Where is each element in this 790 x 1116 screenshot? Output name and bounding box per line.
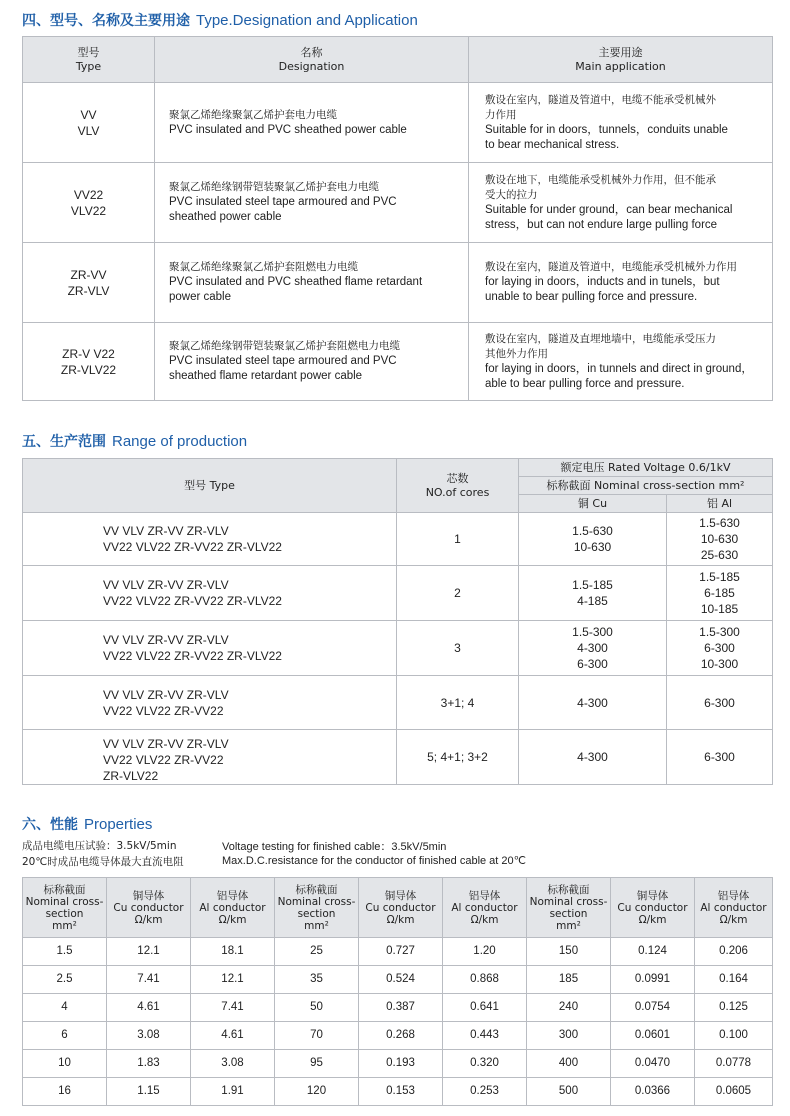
table-cell: 4.61 bbox=[107, 994, 191, 1022]
header-unit: Ω/km bbox=[470, 913, 499, 926]
table-cell: 12.1 bbox=[191, 966, 275, 994]
range-value: 4-300 bbox=[577, 641, 608, 655]
desig-en: sheathed flame retardant power cable bbox=[169, 370, 363, 382]
model-line: VV VLV ZR-VV ZR-VLV bbox=[103, 687, 229, 702]
type-cell bbox=[23, 243, 155, 323]
table-cell: 70 bbox=[275, 1022, 359, 1050]
cu-cell bbox=[519, 730, 667, 785]
header-desig-en: Designation bbox=[278, 59, 345, 73]
table-cell: 500 bbox=[527, 1078, 611, 1106]
table-cell: 7.41 bbox=[191, 994, 275, 1022]
range-value: 6-300 bbox=[704, 695, 735, 710]
table-cell: 400 bbox=[527, 1050, 611, 1078]
header-al-en: Al conductor bbox=[199, 901, 266, 914]
table-cell: 0.253 bbox=[443, 1078, 527, 1106]
range-value: 25-630 bbox=[700, 548, 739, 562]
table-cell: 18.1 bbox=[191, 938, 275, 966]
range-value: 1.5-630 bbox=[572, 524, 613, 538]
section5-title bbox=[22, 431, 247, 451]
header-sec-zh: 标称截面 bbox=[547, 883, 590, 896]
table-cell: 2.5 bbox=[23, 966, 107, 994]
header-cu-conductor bbox=[107, 878, 191, 938]
header-unit: Ω/km bbox=[719, 913, 748, 926]
designation-table bbox=[22, 36, 773, 401]
cores-cell: 3+1; 4 bbox=[397, 676, 519, 730]
header-cores bbox=[397, 459, 519, 513]
voltage-test-en: Voltage testing for finished cable：3.5kV/5min bbox=[222, 841, 447, 853]
table-cell: 0.320 bbox=[443, 1050, 527, 1078]
table-row bbox=[23, 621, 773, 676]
header-al-zh: 铝导体 bbox=[468, 889, 501, 902]
model-line: VV22 VLV22 ZR-VV22 bbox=[103, 703, 224, 718]
table-cell: 150 bbox=[527, 938, 611, 966]
table-cell: 120 bbox=[275, 1078, 359, 1106]
section4-title-en: Type.Designation and Application bbox=[196, 12, 418, 29]
type-cell bbox=[23, 163, 155, 243]
table-cell: 1.5 bbox=[23, 938, 107, 966]
header-al-conductor bbox=[191, 878, 275, 938]
app-en: to bear mechanical stress. bbox=[485, 138, 620, 151]
resistance-en: Max.D.C.resistance for the conductor of finished cable at 20℃ bbox=[222, 855, 527, 867]
table-cell: 0.193 bbox=[359, 1050, 443, 1078]
designation-cell bbox=[155, 83, 469, 163]
table-cell: 0.0470 bbox=[611, 1050, 695, 1078]
al-cell bbox=[667, 730, 773, 785]
cores-cell: 2 bbox=[397, 566, 519, 621]
header-application bbox=[469, 37, 773, 83]
range-value: 1.5-185 bbox=[699, 570, 740, 584]
table-cell: 16 bbox=[23, 1078, 107, 1106]
type-line: ZR-VLV22 bbox=[60, 362, 117, 377]
table-cell: 95 bbox=[275, 1050, 359, 1078]
table-row bbox=[23, 1050, 773, 1078]
app-zh: 敷设在地下，电缆能承受机械外力作用，但不能承 bbox=[485, 173, 716, 186]
model-line: VV22 VLV22 ZR-VV22 ZR-VLV22 bbox=[103, 594, 282, 608]
app-zh: 敷设在室内，隧道及管道中，电缆不能承受机械外 bbox=[485, 93, 716, 106]
designation-header-row bbox=[23, 37, 773, 83]
app-en: Suitable for under ground，can bear mechanical bbox=[485, 203, 733, 216]
table-cell: 25 bbox=[275, 938, 359, 966]
desig-zh: 聚氯乙烯绝缘聚氯乙烯护套阻燃电力电缆 bbox=[169, 261, 358, 273]
header-cu-zh: 铜导体 bbox=[636, 889, 669, 902]
voltage-test-line bbox=[22, 838, 447, 853]
table-cell: 1.83 bbox=[107, 1050, 191, 1078]
table-cell: 4.61 bbox=[191, 1022, 275, 1050]
header-app-zh: 主要用途 bbox=[598, 45, 643, 59]
table-cell: 0.268 bbox=[359, 1022, 443, 1050]
table-cell: 7.41 bbox=[107, 966, 191, 994]
range-value: 1.5-185 bbox=[572, 578, 613, 592]
header-voltage: 额定电压 Rated Voltage 0.6/1kV bbox=[519, 459, 773, 477]
table-row bbox=[23, 676, 773, 730]
header-al: 铝 Al bbox=[667, 495, 773, 513]
type-line: ZR-VV bbox=[70, 267, 107, 282]
desig-en: PVC insulated steel tape armoured and PVC bbox=[169, 355, 397, 367]
app-en: able to bear pulling force and pressure. bbox=[485, 377, 685, 390]
range-value: 6-185 bbox=[704, 586, 735, 600]
header-type bbox=[23, 37, 155, 83]
table-cell: 1.15 bbox=[107, 1078, 191, 1106]
range-value: 1.5-300 bbox=[699, 625, 740, 639]
header-sec-en: section bbox=[45, 907, 84, 920]
table-cell: 0.0366 bbox=[611, 1078, 695, 1106]
table-row bbox=[23, 163, 773, 243]
table-cell: 300 bbox=[527, 1022, 611, 1050]
section6-title-en: Properties bbox=[84, 816, 153, 833]
table-cell: 240 bbox=[527, 994, 611, 1022]
header-sec-en: section bbox=[549, 907, 588, 920]
header-cu-conductor bbox=[611, 878, 695, 938]
table-row bbox=[23, 243, 773, 323]
model-line: VV VLV ZR-VV ZR-VLV bbox=[103, 524, 229, 538]
app-zh: 敷设在室内，隧道及管道中，电缆能承受机械外力作用 bbox=[485, 261, 737, 273]
cores-cell: 5; 4+1; 3+2 bbox=[397, 730, 519, 785]
range-value: 10-630 bbox=[700, 532, 739, 546]
table-cell: 4 bbox=[23, 994, 107, 1022]
header-nominal-section: 标称截面 Nominal cross-section mm² bbox=[519, 477, 773, 495]
app-zh: 其他外力作用 bbox=[485, 347, 548, 360]
table-cell: 35 bbox=[275, 966, 359, 994]
properties-header-row bbox=[23, 878, 773, 938]
designation-cell bbox=[155, 243, 469, 323]
header-unit: Ω/km bbox=[134, 913, 163, 926]
table-row bbox=[23, 83, 773, 163]
models-cell bbox=[23, 621, 397, 676]
range-value: 10-630 bbox=[573, 540, 612, 554]
header-sec-en: Nominal cross- bbox=[25, 895, 104, 908]
header-sec-unit: mm² bbox=[304, 919, 329, 932]
table-cell: 0.153 bbox=[359, 1078, 443, 1106]
range-value: 10-185 bbox=[700, 602, 739, 616]
header-range-type: 型号 Type bbox=[23, 459, 397, 513]
table-cell: 12.1 bbox=[107, 938, 191, 966]
model-line: VV22 VLV22 ZR-VV22 bbox=[103, 753, 224, 767]
table-cell: 0.0601 bbox=[611, 1022, 695, 1050]
app-en: for laying in doors，inducts and in tunels，but bbox=[485, 276, 720, 288]
table-cell: 0.124 bbox=[611, 938, 695, 966]
app-zh: 敷设在室内，隧道及直埋地墙中，电缆能承受压力 bbox=[485, 332, 716, 345]
header-section bbox=[527, 878, 611, 938]
app-en: unable to bear pulling force and pressure. bbox=[485, 291, 698, 303]
table-cell: 1.20 bbox=[443, 938, 527, 966]
application-cell bbox=[469, 83, 773, 163]
range-value: 1.5-630 bbox=[699, 516, 740, 530]
table-cell: 10 bbox=[23, 1050, 107, 1078]
header-sec-zh: 标称截面 bbox=[295, 883, 338, 896]
table-cell: 0.164 bbox=[695, 966, 773, 994]
table-cell: 0.641 bbox=[443, 994, 527, 1022]
header-unit: Ω/km bbox=[386, 913, 415, 926]
table-cell: 0.0754 bbox=[611, 994, 695, 1022]
desig-en: PVC insulated and PVC sheathed flame retardant bbox=[169, 276, 423, 288]
header-desig-zh: 名称 bbox=[300, 45, 323, 59]
header-al-zh: 铝导体 bbox=[216, 889, 249, 902]
header-sec-en: section bbox=[297, 907, 336, 920]
model-line: VV22 VLV22 ZR-VV22 ZR-VLV22 bbox=[103, 540, 282, 554]
table-cell: 0.443 bbox=[443, 1022, 527, 1050]
table-cell: 0.0778 bbox=[695, 1050, 773, 1078]
cu-cell bbox=[519, 621, 667, 676]
type-line: ZR-VLV bbox=[67, 283, 110, 298]
header-al-en: Al conductor bbox=[451, 901, 518, 914]
models-cell bbox=[23, 513, 397, 566]
table-row bbox=[23, 994, 773, 1022]
header-type-zh: 型号 bbox=[77, 45, 100, 59]
header-cu: 铜 Cu bbox=[519, 495, 667, 513]
range-value: 4-300 bbox=[577, 695, 608, 710]
model-line: VV VLV ZR-VV ZR-VLV bbox=[103, 737, 229, 751]
header-cu-en: Cu conductor bbox=[365, 901, 436, 914]
models-cell bbox=[23, 566, 397, 621]
voltage-test-zh: 成品电缆电压试验：3.5kV/5min bbox=[22, 840, 177, 852]
application-cell bbox=[469, 163, 773, 243]
al-cell bbox=[667, 676, 773, 730]
header-al-conductor bbox=[443, 878, 527, 938]
desig-en: PVC insulated and PVC sheathed power cable bbox=[169, 123, 407, 136]
al-cell bbox=[667, 513, 773, 566]
header-cu-en: Cu conductor bbox=[617, 901, 688, 914]
model-line: VV22 VLV22 ZR-VV22 ZR-VLV22 bbox=[103, 649, 282, 663]
application-cell bbox=[469, 323, 773, 401]
section4-title-zh: 四、型号、名称及主要用途 bbox=[22, 13, 190, 29]
range-value: 4-300 bbox=[577, 750, 608, 764]
header-sec-zh: 标称截面 bbox=[43, 883, 86, 896]
model-line: ZR-VLV22 bbox=[103, 769, 159, 783]
header-al-zh: 铝导体 bbox=[717, 889, 750, 902]
table-cell: 0.524 bbox=[359, 966, 443, 994]
header-al-conductor bbox=[695, 878, 773, 938]
table-cell: 3.08 bbox=[191, 1050, 275, 1078]
cu-cell bbox=[519, 676, 667, 730]
desig-en: PVC insulated steel tape armoured and PVC bbox=[169, 196, 397, 208]
header-unit: Ω/km bbox=[218, 913, 247, 926]
section4-title bbox=[22, 10, 418, 30]
header-sec-unit: mm² bbox=[556, 919, 581, 932]
type-line: ZR-V V22 bbox=[62, 346, 115, 361]
table-row bbox=[23, 566, 773, 621]
range-value: 6-300 bbox=[704, 750, 735, 764]
header-sec-en: Nominal cross- bbox=[277, 895, 356, 908]
app-zh: 力作用 bbox=[485, 108, 517, 121]
app-en: Suitable for in doors，tunnels，conduits unable bbox=[485, 123, 728, 136]
type-line: VLV bbox=[77, 123, 100, 138]
desig-en: power cable bbox=[169, 291, 232, 303]
table-row bbox=[23, 323, 773, 401]
al-cell bbox=[667, 621, 773, 676]
model-line: VV VLV ZR-VV ZR-VLV bbox=[103, 578, 229, 592]
table-cell: 0.387 bbox=[359, 994, 443, 1022]
section5-title-zh: 五、生产范围 bbox=[22, 434, 106, 450]
models-cell bbox=[23, 730, 397, 785]
table-cell: 0.868 bbox=[443, 966, 527, 994]
header-sec-en: Nominal cross- bbox=[529, 895, 608, 908]
cores-cell: 1 bbox=[397, 513, 519, 566]
range-value: 6-300 bbox=[704, 641, 735, 655]
header-section bbox=[23, 878, 107, 938]
header-app-en: Main application bbox=[575, 59, 666, 73]
application-cell bbox=[469, 243, 773, 323]
header-cu-en: Cu conductor bbox=[113, 901, 184, 914]
table-cell: 0.206 bbox=[695, 938, 773, 966]
table-row bbox=[23, 513, 773, 566]
table-cell: 3.08 bbox=[107, 1022, 191, 1050]
table-cell: 6 bbox=[23, 1022, 107, 1050]
cu-cell bbox=[519, 513, 667, 566]
app-zh: 受大的拉力 bbox=[485, 188, 538, 201]
production-range-table bbox=[22, 458, 773, 785]
type-line: VV22 bbox=[73, 187, 104, 202]
models-cell bbox=[23, 676, 397, 730]
header-cu-zh: 铜导体 bbox=[132, 889, 165, 902]
type-line: VV bbox=[80, 107, 97, 122]
resistance-line bbox=[22, 854, 527, 869]
properties-table bbox=[22, 877, 773, 1106]
header-unit: Ω/km bbox=[638, 913, 667, 926]
cu-cell bbox=[519, 566, 667, 621]
range-value: 6-300 bbox=[577, 657, 608, 671]
cores-cell: 3 bbox=[397, 621, 519, 676]
designation-cell bbox=[155, 323, 469, 401]
table-cell: 0.100 bbox=[695, 1022, 773, 1050]
header-al-en: Al conductor bbox=[700, 901, 767, 914]
header-cu-zh: 铜导体 bbox=[384, 889, 417, 902]
designation-cell bbox=[155, 163, 469, 243]
header-section bbox=[275, 878, 359, 938]
header-designation bbox=[155, 37, 469, 83]
app-en: for laying in doors，in tunnels and direct in ground， bbox=[485, 362, 753, 375]
table-cell: 0.0991 bbox=[611, 966, 695, 994]
range-value: 4-185 bbox=[577, 594, 608, 608]
table-row bbox=[23, 1078, 773, 1106]
desig-zh: 聚氯乙烯绝缘聚氯乙烯护套电力电缆 bbox=[169, 108, 337, 121]
desig-zh: 聚氯乙烯绝缘钢带铠装聚氯乙烯护套电力电缆 bbox=[169, 181, 379, 193]
resistance-zh: 20℃时成品电缆导体最大直流电阻 bbox=[22, 856, 184, 868]
desig-en: sheathed power cable bbox=[169, 211, 282, 223]
table-cell: 50 bbox=[275, 994, 359, 1022]
header-cu-conductor bbox=[359, 878, 443, 938]
range-header-row bbox=[23, 459, 773, 477]
range-value: 10-300 bbox=[700, 657, 739, 671]
model-line: VV VLV ZR-VV ZR-VLV bbox=[103, 633, 229, 647]
section5-title-en: Range of production bbox=[112, 433, 248, 450]
table-cell: 1.91 bbox=[191, 1078, 275, 1106]
table-cell: 0.0605 bbox=[695, 1078, 773, 1106]
table-cell: 185 bbox=[527, 966, 611, 994]
type-cell bbox=[23, 323, 155, 401]
app-en: stress，but can not endure large pulling force bbox=[485, 218, 718, 231]
range-value: 1.5-300 bbox=[572, 625, 613, 639]
table-row bbox=[23, 966, 773, 994]
table-row bbox=[23, 730, 773, 785]
header-sec-unit: mm² bbox=[52, 919, 77, 932]
table-cell: 0.125 bbox=[695, 994, 773, 1022]
type-cell bbox=[23, 83, 155, 163]
section6-title-zh: 六、性能 bbox=[22, 817, 78, 833]
al-cell bbox=[667, 566, 773, 621]
table-row bbox=[23, 938, 773, 966]
header-cores-zh: 芯数 bbox=[446, 471, 469, 485]
desig-zh: 聚氯乙烯绝缘钢带铠装聚氯乙烯护套阻燃电力电缆 bbox=[169, 340, 400, 352]
section6-title bbox=[22, 814, 152, 834]
header-cores-en: NO.of cores bbox=[425, 485, 490, 499]
table-row bbox=[23, 1022, 773, 1050]
properties-body bbox=[23, 938, 773, 1106]
header-type-en: Type bbox=[75, 59, 102, 73]
type-line: VLV22 bbox=[70, 203, 107, 218]
table-cell: 0.727 bbox=[359, 938, 443, 966]
